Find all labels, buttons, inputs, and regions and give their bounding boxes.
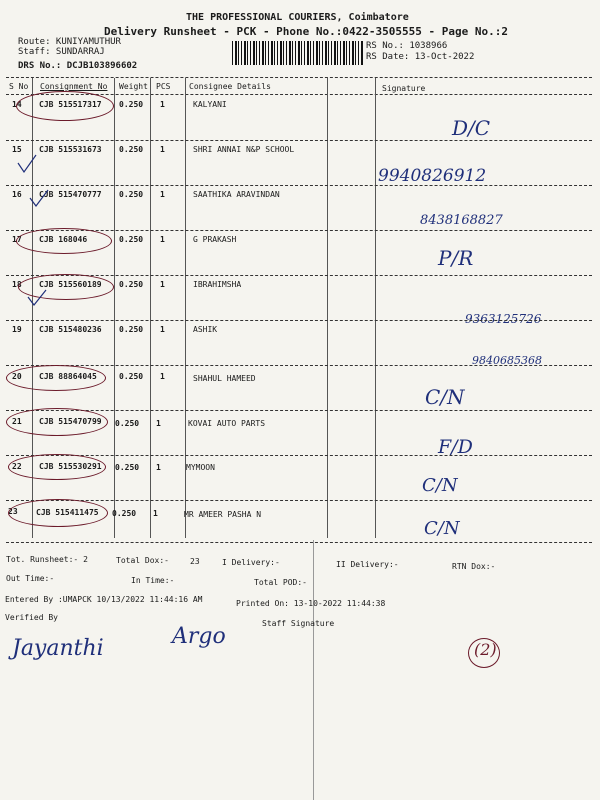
row-weight: 0.250 (119, 372, 144, 381)
in-time: In Time:- (131, 576, 175, 585)
row-consignee: G PRAKASH (193, 235, 237, 244)
row-sno: 15 (12, 145, 22, 154)
row-sno: 21 (12, 417, 22, 426)
check-mark-icon (18, 155, 36, 172)
out-time: Out Time:- (6, 574, 55, 583)
row-signature: 9363125726 (465, 312, 542, 326)
check-mark-icon (28, 290, 46, 305)
row-consignment: CJB 515530291 (39, 462, 102, 471)
drs-number: DRS No.: DCJB103896602 (18, 61, 138, 71)
row-consignee: SHAHUL HAMEED (193, 374, 256, 383)
col-signature: Signature (382, 84, 426, 93)
row-signature: C/N (422, 475, 458, 496)
row-sno: 14 (12, 100, 22, 109)
row-consignment: CJB 515480236 (39, 325, 102, 334)
row-signature: F/D (438, 436, 473, 458)
rtn-dox: RTN Dox:- (452, 562, 496, 571)
row-pcs: 1 (156, 419, 161, 428)
row-weight: 0.250 (119, 325, 144, 334)
row-consignment: CJB 515411475 (36, 508, 99, 517)
row-pcs: 1 (160, 235, 165, 244)
row-sno: 18 (12, 280, 22, 289)
row-weight: 0.250 (119, 100, 144, 109)
tot-runsheet: Tot. Runsheet:- 2 (6, 555, 88, 564)
row-pcs: 1 (160, 145, 165, 154)
ii-delivery: II Delivery:- (336, 560, 399, 569)
row-pcs: 1 (153, 509, 158, 518)
row-sno: 20 (12, 372, 22, 381)
page-mark-circle (468, 638, 500, 668)
company-title: THE PROFESSIONAL COURIERS, Coimbatore (186, 12, 409, 23)
row-signature: 9840685368 (472, 354, 542, 367)
row-pcs: 1 (160, 280, 165, 289)
row-consignment: CJB 515470799 (39, 417, 102, 426)
verifier-signature: Jayanthi (12, 636, 104, 661)
row-weight: 0.250 (112, 509, 137, 518)
row-signature: P/R (438, 246, 474, 270)
row-pcs: 1 (156, 463, 161, 472)
row-weight: 0.250 (115, 463, 140, 472)
total-dox-value: 23 (190, 557, 200, 566)
row-weight: 0.250 (119, 190, 144, 199)
row-consignment: CJB 515531673 (39, 145, 102, 154)
row-consignee: ASHIK (193, 325, 218, 334)
row-consignee: MYMOON (186, 463, 215, 472)
row-consignee: IBRAHIMSHA (193, 280, 242, 289)
row-consignee: MR AMEER PASHA N (184, 510, 262, 519)
row-consignment: CJB 168046 (39, 235, 88, 244)
col-consignee: Consignee Details (189, 82, 271, 91)
row-consignee: SAATHIKA ARAVINDAN (193, 190, 280, 199)
row-weight: 0.250 (119, 235, 144, 244)
row-consignment: CJB 88864045 (39, 372, 97, 381)
col-weight: Weight (119, 82, 148, 91)
row-signature: C/N (424, 518, 460, 539)
col-pcs: PCS (156, 82, 171, 91)
row-consignment: CJB 515560189 (39, 280, 102, 289)
check-mark-icon (30, 190, 48, 206)
staff-label: Staff: SUNDARRAJ (18, 47, 105, 57)
row-signature: C/N (425, 385, 465, 409)
row-consignee: SHRI ANNAI N&P SCHOOL (193, 145, 295, 154)
rs-number: RS No.: 1038966 (366, 41, 448, 51)
row-consignee: KALYANI (193, 100, 227, 109)
row-pcs: 1 (160, 100, 165, 109)
row-pcs: 1 (160, 190, 165, 199)
i-delivery: I Delivery:- (222, 558, 280, 567)
staff-handwritten-signature: Argo (172, 624, 226, 649)
row-pcs: 1 (160, 372, 165, 381)
staff-signature-label: Staff Signature (262, 619, 335, 628)
printed-on: Printed On: 13-10-2022 11:44:38 (236, 599, 386, 608)
row-weight: 0.250 (119, 145, 144, 154)
route-label: Route: KUNIYAMUTHUR (18, 37, 121, 47)
col-consignment: Consignment No (40, 82, 108, 91)
rs-date: RS Date: 13-Oct-2022 (366, 52, 475, 62)
row-pcs: 1 (160, 325, 165, 334)
row-consignee: KOVAI AUTO PARTS (188, 419, 266, 428)
row-signature: 9940826912 (378, 166, 487, 186)
row-signature: 8438168827 (420, 213, 503, 228)
row-consignment: CJB 515470777 (39, 190, 102, 199)
verified-by: Verified By (5, 613, 58, 622)
row-weight: 0.250 (119, 280, 144, 289)
row-weight: 0.250 (115, 419, 140, 428)
total-pod: Total POD:- (254, 578, 307, 587)
page-number-mark: (2) (474, 640, 497, 659)
runsheet-title: Delivery Runsheet - PCK - Phone No.:0422-3505555 - Page No.:2 (104, 25, 508, 38)
row-sno: 19 (12, 325, 22, 334)
row-sno: 23 (8, 507, 18, 516)
total-dox-label: Total Dox:- (116, 556, 169, 565)
row-sno: 16 (12, 190, 22, 199)
row-signature: D/C (452, 116, 491, 140)
row-sno: 17 (12, 235, 22, 244)
row-consignment: CJB 515517317 (39, 100, 102, 109)
entered-by: Entered By :UMAPCK 10/13/2022 11:44:16 AM (5, 595, 203, 604)
col-sno: S No (9, 82, 29, 91)
row-sno: 22 (12, 462, 22, 471)
